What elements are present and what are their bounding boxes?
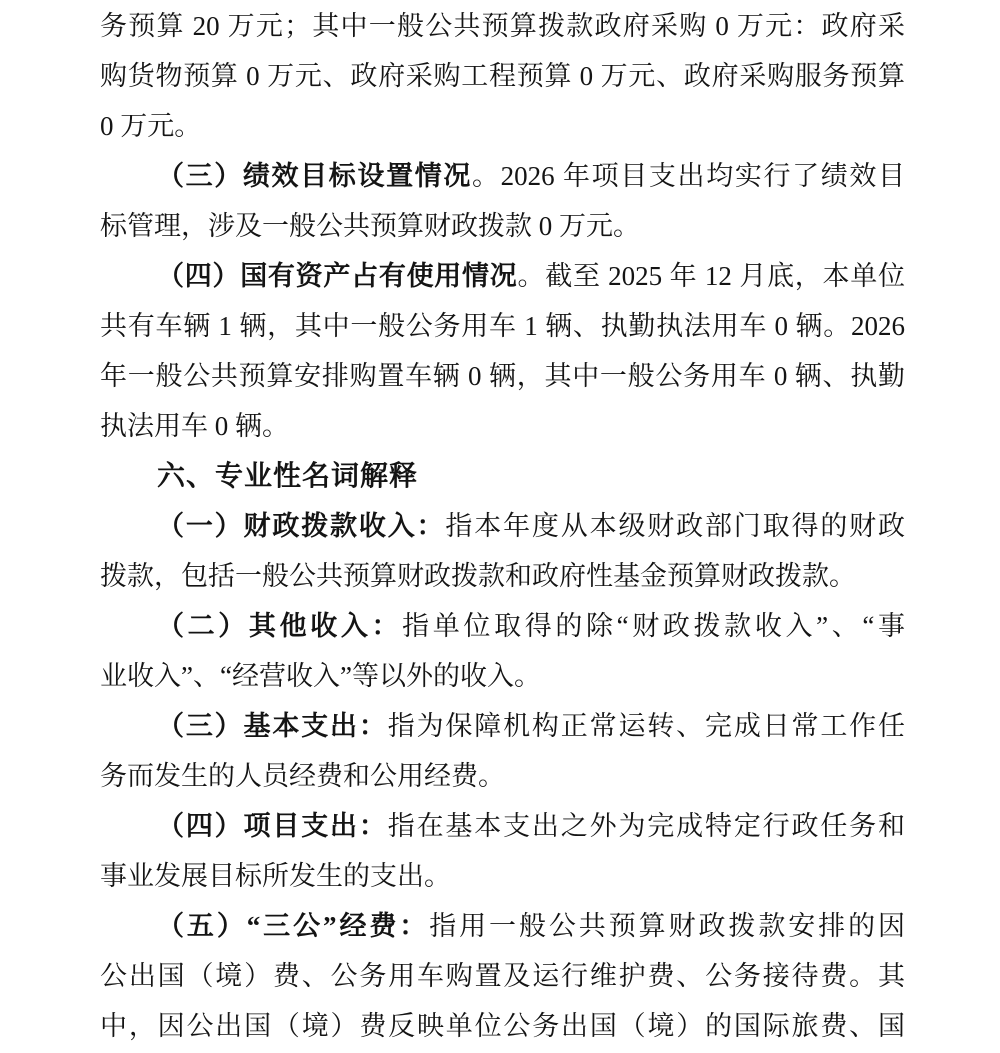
text-line xyxy=(100,401,905,451)
subsection-heading-run: （一）财政拨款收入： xyxy=(157,511,446,541)
text-line xyxy=(100,501,905,551)
text-line xyxy=(100,901,905,951)
text-run: 指在基本支出之外为完成特定行政任务和 xyxy=(387,811,906,841)
text-line xyxy=(100,601,905,651)
text-run: 指用一般公共预算财政拨款安排的因 xyxy=(429,911,906,941)
text-run: 指为保障机构正常运转、完成日常工作任 xyxy=(387,711,906,741)
text-run: 指本年度从本级财政部门取得的财政 xyxy=(445,511,906,541)
text-run: 。2026 年项目支出均实行了绩效目 xyxy=(472,161,906,191)
text-line xyxy=(100,1001,905,1051)
text-line xyxy=(100,551,905,601)
section-heading: 六、专业性名词解释 xyxy=(157,460,419,491)
section-heading-line xyxy=(100,451,905,501)
text-run: 。截至 2025 年 12 月底，本单位 xyxy=(517,261,905,291)
text-line xyxy=(100,251,905,301)
text-line xyxy=(100,801,905,851)
text-line xyxy=(100,651,905,701)
text-run: 购货物预算 0 万元、政府采购工程预算 0 万元、政府采购服务预算 xyxy=(100,61,905,91)
text-line xyxy=(100,751,905,801)
subsection-heading-run: （五）“三公”经费： xyxy=(157,911,430,941)
text-line xyxy=(100,301,905,351)
text-run: 业收入”、“经营收入”等以外的收入。 xyxy=(100,661,541,691)
subsection-heading-run: （二）其他收入： xyxy=(157,611,403,641)
text-line xyxy=(100,701,905,751)
subsection-heading-run: （三）绩效目标设置情况 xyxy=(157,161,472,191)
text-run: 务而发生的人员经费和公用经费。 xyxy=(100,761,505,791)
text-line xyxy=(100,51,905,101)
text-run: 公出国（境）费、公务用车购置及运行维护费、公务接待费。其 xyxy=(100,961,905,991)
text-line xyxy=(100,151,905,201)
text-line xyxy=(100,951,905,1001)
text-line xyxy=(100,851,905,901)
text-line xyxy=(100,201,905,251)
text-run: 事业发展目标所发生的支出。 xyxy=(100,861,451,891)
text-run: 共有车辆 1 辆，其中一般公务用车 1 辆、执勤执法用车 0 辆。2026 xyxy=(100,311,905,341)
text-run: 0 万元。 xyxy=(100,111,202,141)
subsection-heading-run: （四）国有资产占有使用情况 xyxy=(157,261,518,291)
text-run: 执法用车 0 辆。 xyxy=(100,411,289,441)
text-run: 标管理，涉及一般公共预算财政拨款 0 万元。 xyxy=(100,211,640,241)
text-line xyxy=(100,101,905,151)
text-run: 指单位取得的除“财政拨款收入”、“事 xyxy=(402,611,906,641)
text-run: 中，因公出国（境）费反映单位公务出国（境）的国际旅费、国 xyxy=(100,1011,905,1041)
subsection-heading-run: （四）项目支出： xyxy=(157,811,388,841)
text-run: 年一般公共预算安排购置车辆 0 辆，其中一般公务用车 0 辆、执勤 xyxy=(100,361,905,391)
text-line xyxy=(100,1,905,51)
text-run: 务预算 20 万元；其中一般公共预算拨款政府采购 0 万元：政府采 xyxy=(100,11,905,41)
text-run: 拨款，包括一般公共预算财政拨款和政府性基金预算财政拨款。 xyxy=(100,561,856,591)
text-line xyxy=(100,351,905,401)
subsection-heading-run: （三）基本支出： xyxy=(157,711,388,741)
